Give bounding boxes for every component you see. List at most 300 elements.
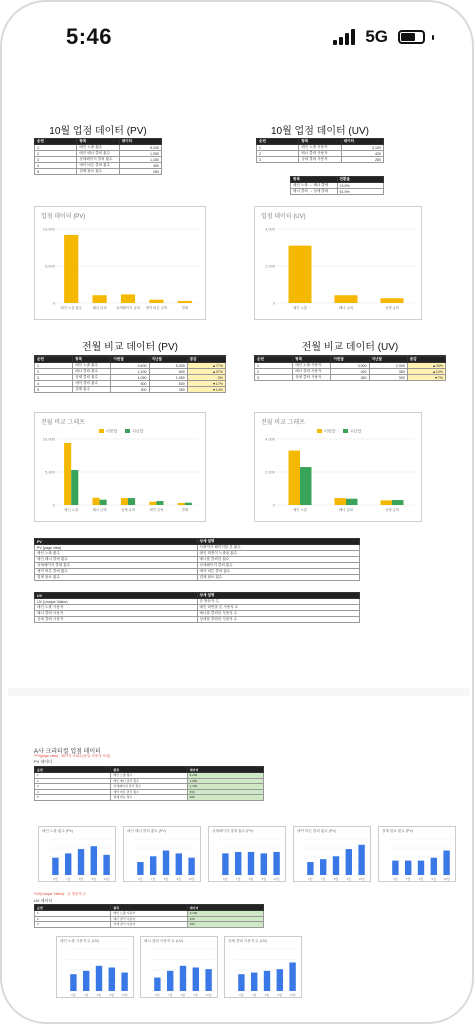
chart-bar [333,856,339,875]
table-header-cell: 데이터 [119,139,161,145]
x-tick-label: 6월 [393,877,398,881]
small-chart-title: 배너 클릭 사용자 수 (UV) [144,939,184,943]
table-cell: 4 [35,381,73,387]
table-cell: 3 [35,157,77,163]
table-row [35,387,226,393]
table-header-cell: 항목 [111,767,187,773]
table-cell: 800 [149,369,187,375]
chart-bar [346,849,352,875]
chart-bar [71,470,78,505]
chart-bar [100,500,107,505]
chart-bar [64,235,78,303]
chart-bar [149,300,163,303]
table-cell: 상세페이지 클릭 횟수 [77,157,119,163]
table-cell: ▲10% [407,369,445,375]
x-tick-label: 상세 클릭 [384,508,400,512]
chart-bar [137,862,143,875]
table-cell: 300 [111,387,149,393]
table-cell: 사용자가 페이지를 본 횟수 [197,545,360,551]
uv-note: *UV(Unique Visitor) · 순 방문자 수 [34,892,87,896]
chart-bar [93,498,100,505]
small-bar-chart [56,936,134,998]
battery-icon [398,30,425,44]
table-cell: 13.5% [337,183,384,189]
x-tick-label: 9월 [91,877,97,881]
table-cell: 배너를 클릭한 횟수 [197,557,360,563]
x-tick-label: 6월 [239,993,244,997]
chart-bar [222,853,228,875]
battery-cap [432,35,434,40]
table-cell: 2 [35,778,111,784]
table-cell: 4 [35,163,77,169]
table-cell: 1 [35,911,111,917]
x-tick-label: 10월 [103,877,110,881]
table-cell: 상세 클릭 사용자 [35,617,198,623]
x-tick-label: 10월 [289,993,296,997]
table-row [257,157,384,163]
chart-bar [64,443,71,505]
pv-table-title: 10월 업점 데이터 (PV) [34,122,162,140]
x-tick-label: 10월 [205,993,212,997]
table-cell: 결제 완료 횟수 [35,575,198,581]
small-chart-title: 예약 버튼 클릭 횟수 (PV) [297,829,336,833]
page2-uv-tables [34,904,264,934]
x-tick-label: 결제 [181,306,189,310]
table-cell: 3 [35,784,111,790]
x-tick-label: 10월 [443,877,450,881]
table-cell: 배너를 클릭한 사용자 수 [197,611,360,617]
chart-bar [264,971,270,991]
table-cell: 메인 노출 사용자 [35,605,198,611]
table-header-cell: 데이터 [187,905,263,911]
table-cell: 메인 화면이 노출된 횟수 [197,551,360,557]
chart-bar [156,501,163,505]
table-cell: 메인 노출 횟수 [35,551,198,557]
x-tick-label: 메인 노출 [64,508,79,512]
chart-bar [128,498,135,505]
table-cell: 380 [369,369,407,375]
y-tick-label: 0 [272,300,275,306]
legend-swatch [99,429,104,433]
y-tick-label: 4,000 [264,436,275,442]
chart-bar [381,500,393,505]
table-header-cell: 상세 설명 [197,539,360,545]
x-tick-label: 8월 [163,877,169,881]
table-cell: 결제 횟수 [73,387,111,393]
chart-bar [320,859,326,875]
table-header-cell: 데이터 [341,139,383,145]
x-tick-label: 10월 [358,877,365,881]
page2-uv-charts [56,936,316,1006]
table-row [35,617,360,623]
x-tick-label: 8월 [96,993,102,997]
table-cell: 상세페이지 클릭 횟수 [197,563,360,569]
status-bar [2,2,472,72]
table-cell: 예약 버튼 클릭 횟수 [35,569,198,575]
chart-bar [358,845,364,875]
x-tick-label: 6월 [138,877,143,881]
table-cell: 상세 클릭 사용자 [293,375,331,381]
chart-bar [273,852,279,875]
chart-bar [205,969,211,991]
x-tick-label: 메인 노출 횟수 [60,306,82,310]
table-cell: 예약 버튼 클릭 횟수 [111,789,187,795]
x-tick-label: 7월 [65,877,71,881]
table-cell: 1,100 [111,369,149,375]
x-tick-label: 9월 [109,993,115,997]
y-tick-label: 2,000 [264,263,275,269]
small-bar-chart [293,826,371,882]
table-header-cell: 지난달 [149,357,187,363]
table-cell: ▼7% [407,375,445,381]
table-cell: ▼14% [187,387,225,393]
table-row [35,169,162,175]
pv-section-label: PV 데이터 [34,759,53,764]
table-cell: 280 [331,375,369,381]
x-tick-label: 8월 [264,993,270,997]
table-cell: 9,400 [111,363,149,369]
page2-pv-charts [38,826,463,886]
table-row [35,575,360,581]
table-cell: 결제 완료 횟수 [77,169,119,175]
table-cell: 배너 클릭 사용자 [293,369,331,375]
chart-bar [392,861,398,875]
table-cell: 450 [187,789,263,795]
table-cell: 5 [35,795,111,801]
chart-bar [248,852,254,875]
small-chart-title: 상세페이지 클릭 횟수 (PV) [212,829,254,833]
table-cell: 500 [111,381,149,387]
chart-bar [149,502,156,505]
small-chart-title: 메인 노출 횟수 (PV) [42,829,74,833]
small-bar-chart [208,826,286,882]
legend-label: 이번달 [106,428,118,434]
chart-bar [251,973,257,991]
small-bar-chart [378,826,456,882]
table-header-cell: 순번 [35,905,111,911]
table-cell: 450 [119,163,161,169]
chart-bar [154,978,160,991]
table-cell: ▲77% [187,363,225,369]
table-header-cell: 순번 [35,357,73,363]
table-cell: 메인 화면을 본 사용자 수 [197,605,360,611]
chart-bar [405,861,411,875]
table-cell: 2 [35,369,73,375]
chart-bar [235,852,241,875]
table-header-cell: 증감 [407,357,445,363]
table-cell: 상세 클릭 사용자 [111,922,187,928]
table-cell: 5 [35,387,73,393]
x-tick-label: 10월 [121,993,128,997]
table-header-cell: 전환율 [337,177,384,183]
table-header-cell: 지난달 [369,357,407,363]
legend-swatch [343,429,348,433]
legend-label: 이번달 [324,428,336,434]
table-cell: ▼17% [187,381,225,387]
chart-bar [83,971,89,991]
table-cell: 9,200 [187,773,263,779]
y-tick-label: 4,000 [264,226,275,232]
table-cell: 배너 클릭 → 상세 클릭 [291,189,338,195]
chart-bar [185,503,192,505]
table-row [255,375,446,381]
y-tick-label: 10,000 [42,226,55,232]
table-cell: 0% [187,375,225,381]
uv-bar-chart [254,206,422,320]
table-cell: 5,300 [149,363,187,369]
chart-bar [261,853,267,875]
x-tick-label: 상세 클릭 [120,508,136,512]
table-header-cell: 항목 [299,139,341,145]
table-cell: PV (page view) [35,545,198,551]
page2-pv-tables [34,766,264,800]
table-cell: 1 [35,363,73,369]
x-tick-label: 9월 [346,877,352,881]
chart-bar [418,861,424,875]
table-row [291,189,384,195]
uv-legend-table [34,592,360,623]
x-tick-label: 9월 [176,877,182,881]
chart-bar [335,295,358,303]
uv-section-label: UV 데이터 [34,898,53,903]
chart-bar [180,966,186,991]
uv-data-table [256,138,384,163]
pv-bar-chart [34,206,206,320]
table-header-cell: 이번달 [331,357,369,363]
status-time: 5:46 [66,24,113,49]
x-tick-label: 상세 클릭 [384,306,400,310]
table-cell: 3,100 [341,145,383,151]
small-chart-title: 메인 배너 클릭 횟수 (PV) [127,829,166,833]
table-header-cell: 항목 [291,177,338,183]
x-tick-label: 6월 [223,877,228,881]
table-cell: 배너 클릭 횟수 [73,369,111,375]
x-tick-label: 7월 [167,993,173,997]
y-tick-label: 0 [52,300,55,306]
x-tick-label: 예약 클릭 [149,508,164,512]
table-cell: 4 [35,789,111,795]
table-cell: 상세를 클릭한 사용자 수 [197,617,360,623]
chart-bar [109,967,115,991]
chart-bar [289,451,301,505]
table-row [35,922,264,928]
x-tick-label: 8월 [180,993,186,997]
chart-bar [335,498,347,505]
x-tick-label: 8월 [333,877,339,881]
table-cell: 3 [35,922,111,928]
y-tick-label: 5,000 [44,469,55,475]
table-cell: 1 [35,145,77,151]
x-tick-label: 배너 클릭 [92,508,107,512]
chart-title: 전월 비교 그래프 [261,420,305,426]
chart-bar [431,858,437,875]
pv-compare-chart [34,412,206,522]
table-cell: 260 [341,157,383,163]
table-header-cell: 데이터 [187,767,263,773]
table-cell: 예약 버튼 클릭 횟수 [197,569,360,575]
x-tick-label: 7월 [405,877,411,881]
table-cell: 배너 클릭 사용자 [111,916,187,922]
table-cell: 메인 노출 횟수 [111,773,187,779]
table-cell: 3,100 [187,911,263,917]
uv-conversion-table [290,176,384,195]
chart-bar [150,856,156,875]
table-cell: 상세페이지 클릭 횟수 [35,563,198,569]
table-cell: 메인 배너 클릭 횟수 [77,151,119,157]
table-cell: 9,200 [119,145,161,151]
table-cell: 1,150 [187,784,263,790]
x-tick-label: 상세페이지 클릭 [116,306,140,310]
table-cell: 2 [255,369,293,375]
chart-bar [93,295,107,303]
table-cell: 메인 노출 사용자 [293,363,331,369]
table-cell: 600 [149,381,187,387]
chart-bar [91,846,97,875]
table-cell: 420 [331,369,369,375]
table-cell: ▲43% [407,363,445,369]
chart-title: 업점 데이터 (UV) [261,214,306,220]
table-cell: 1,050 [187,778,263,784]
chart-bar [121,294,135,303]
table-cell: 2,300 [369,363,407,369]
chart-title: 업점 데이터 (PV) [41,214,86,220]
x-tick-label: 8월 [248,877,254,881]
x-tick-label: 7월 [235,877,241,881]
small-chart-title: 상세 클릭 사용자 수 (UV) [228,939,268,943]
x-tick-label: 메인 노출 [292,306,308,310]
table-cell: 1 [35,773,111,779]
table-header-cell: UV [35,593,198,599]
monthly-data-table [34,904,264,928]
table-cell: 2 [35,151,77,157]
table-cell: 420 [187,916,263,922]
table-cell: 260 [187,922,263,928]
x-tick-label: 7월 [251,993,257,997]
table-cell: 3,300 [331,363,369,369]
chart-bar [188,858,194,875]
chart-bar [65,853,71,875]
chart-bar [300,467,312,505]
table-cell: 1 [257,145,299,151]
table-cell: 예약 버튼 클릭 횟수 [77,163,119,169]
x-tick-label: 6월 [53,877,58,881]
chart-bar [52,858,58,875]
x-tick-label: 8월 [78,877,84,881]
table-cell: 350 [149,387,187,393]
x-tick-label: 9월 [193,993,199,997]
chart-bar [176,853,182,875]
x-tick-label: 6월 [155,993,160,997]
chart-bar [103,855,109,875]
x-tick-label: 결제 [181,508,189,512]
x-tick-label: 예약 버튼 클릭 [145,306,168,310]
network-label: 5G [365,27,388,46]
x-tick-label: 6월 [71,993,76,997]
table-cell: 280 [119,169,161,175]
y-tick-label: 5,000 [44,263,55,269]
chart-bar [178,301,192,303]
pv-data-table [34,138,162,175]
table-cell: 3 [257,157,299,163]
table-header-cell: 순번 [257,139,299,145]
legend-swatch [125,429,130,433]
x-tick-label: 메인 노출 [292,508,308,512]
pv-compare-title: 전월 비교 데이터 (PV) [34,338,226,356]
document-page-1 [8,80,470,688]
y-tick-label: 10,000 [42,436,55,442]
table-cell: 420 [341,151,383,157]
table-header-cell: 항목 [111,905,187,911]
legend-label: 지난달 [350,428,362,434]
status-icons [333,27,434,47]
document-page-2 [8,696,470,1018]
table-cell: 300 [369,375,407,381]
x-tick-label: 8월 [418,877,424,881]
x-tick-label: 7월 [150,877,156,881]
table-header-cell: 증감 [187,357,225,363]
small-bar-chart [123,826,201,882]
chart-bar [78,849,84,875]
table-cell: 1,150 [119,157,161,163]
signal-icon [333,29,355,45]
chart-bar [238,974,244,991]
chart-bar [289,246,312,303]
table-header-cell: 상세 설명 [197,593,360,599]
table-cell: 배너 클릭 사용자 [299,151,341,157]
table-cell: 메인 노출 횟수 [73,363,111,369]
y-tick-label: 2,000 [264,469,275,475]
document-viewer[interactable] [8,80,470,1018]
y-tick-label: 0 [52,502,55,508]
page2-title: A사 크리티컬 업점 데이터 [34,749,101,755]
table-cell: 상세 클릭 횟수 [73,375,111,381]
small-bar-chart [140,936,218,998]
table-header-cell: 항목 [293,357,331,363]
table-cell: 메인 노출 횟수 [77,145,119,151]
chart-bar [277,969,283,991]
chart-bar [121,973,127,991]
small-chart-title: 결제 완료 횟수 (PV) [382,829,414,833]
monthly-data-table [34,766,264,801]
x-tick-label: 10월 [188,877,195,881]
chart-bar [70,974,76,991]
table-cell: 결제 완료 횟수 [197,575,360,581]
x-tick-label: 7월 [83,993,89,997]
table-cell: UV (Unique Visitor) [35,599,198,605]
uv-compare-table [254,356,446,381]
x-tick-label: 배너 클릭 [92,306,107,310]
table-cell: 메인 배너 클릭 횟수 [35,557,198,563]
table-cell: 메인 노출 → 배너 클릭 [291,183,338,189]
x-tick-label: 9월 [277,993,283,997]
x-tick-label: 배너 클릭 [338,508,354,512]
chart-bar [96,966,102,991]
chart-bar [167,971,173,991]
table-cell: 1,050 [111,375,149,381]
pv-compare-table [34,356,226,393]
table-cell: 3 [35,375,73,381]
chart-bar [443,851,449,875]
table-cell: 상세 클릭 사용자 [299,157,341,163]
x-tick-label: 7월 [320,877,326,881]
chart-bar [193,967,199,991]
table-header-cell: 이번달 [111,357,149,363]
x-tick-label: 9월 [431,877,437,881]
table-row [35,795,264,801]
x-tick-label: 9월 [261,877,267,881]
table-header-cell: PV [35,539,198,545]
chart-title: 전월 비교 그래프 [41,420,85,426]
